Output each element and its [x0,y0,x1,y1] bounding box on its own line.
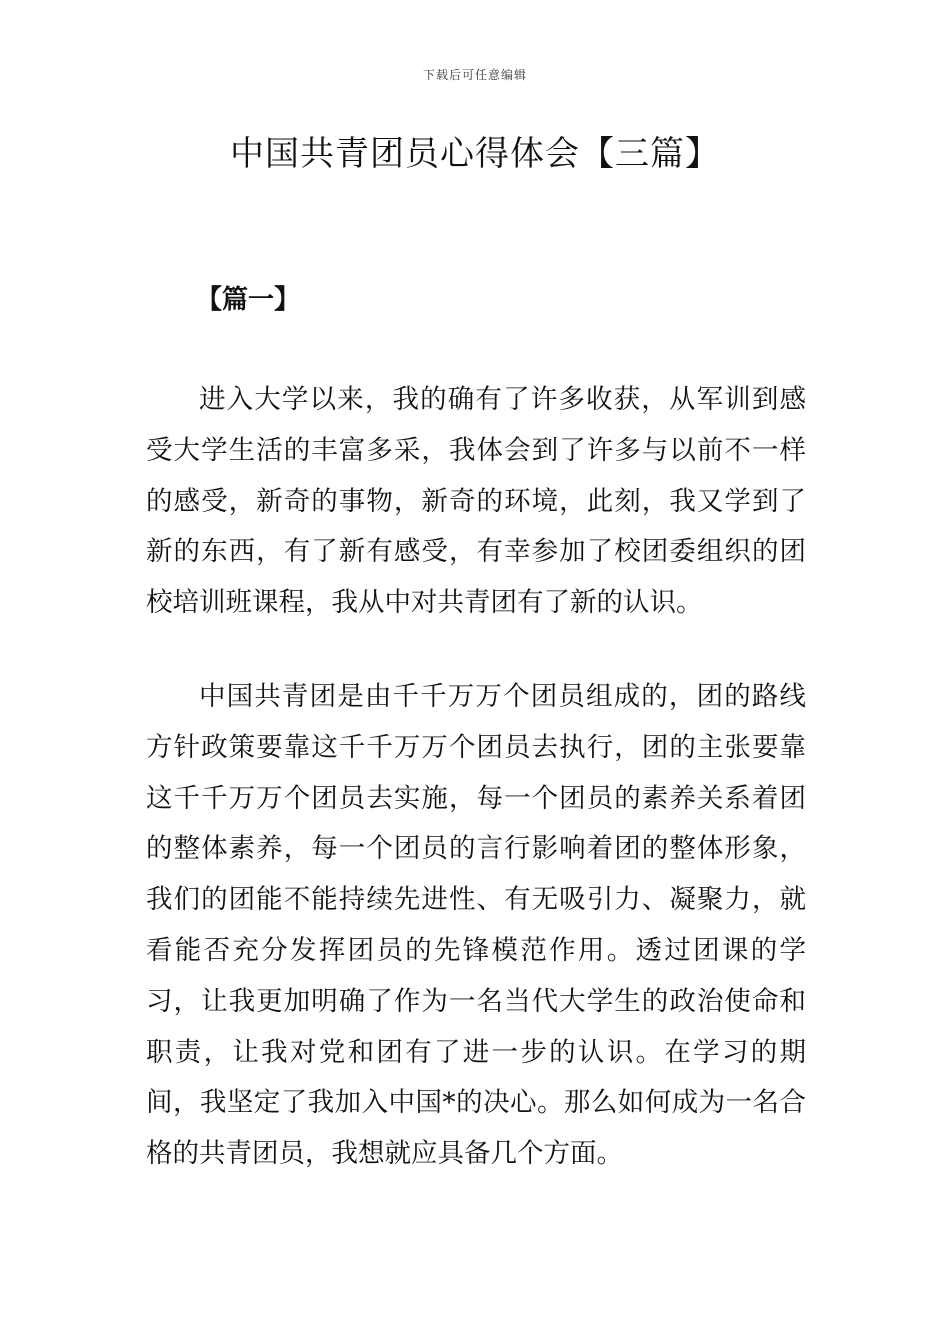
header-note: 下载后可任意编辑 [422,68,527,82]
document-title: 中国共青团员心得体会【三篇】 [230,134,720,174]
section-heading: 【篇一】 [196,285,301,315]
body-paragraph: 中国共青团是由千千万万个团员组成的，团的路线方针政策要靠这千千万万个团员去执行，团的主张要靠这千千万万个团员去实施，每一个团员的素养关系着团的整体素养，每一个团员的言行影响着团的整体形象，我们的团能不能持续先进性、有无吸引力、凝聚力，就看能否充分发挥团员的先锋模范作用。透过团课的学习，让我更加明确了作为一名当代大学生的政治使命和职责，让我对党和团有了进一步的认识。在学习的期间，我坚定了我加入中国*的决心。那么如何成为一名合格的共青团员，我想就应具备几个方面。 [146,681,806,1170]
body-paragraph: 进入大学以来，我的确有了许多收获，从军训到感受大学生活的丰富多采，我体会到了许多与以前不一样的感受，新奇的事物，新奇的环境，此刻，我又学到了新的东西，有了新有感受，有幸参加了校团委组织的团校培训班课程，我从中对共青团有了新的认识。 [146,384,806,619]
